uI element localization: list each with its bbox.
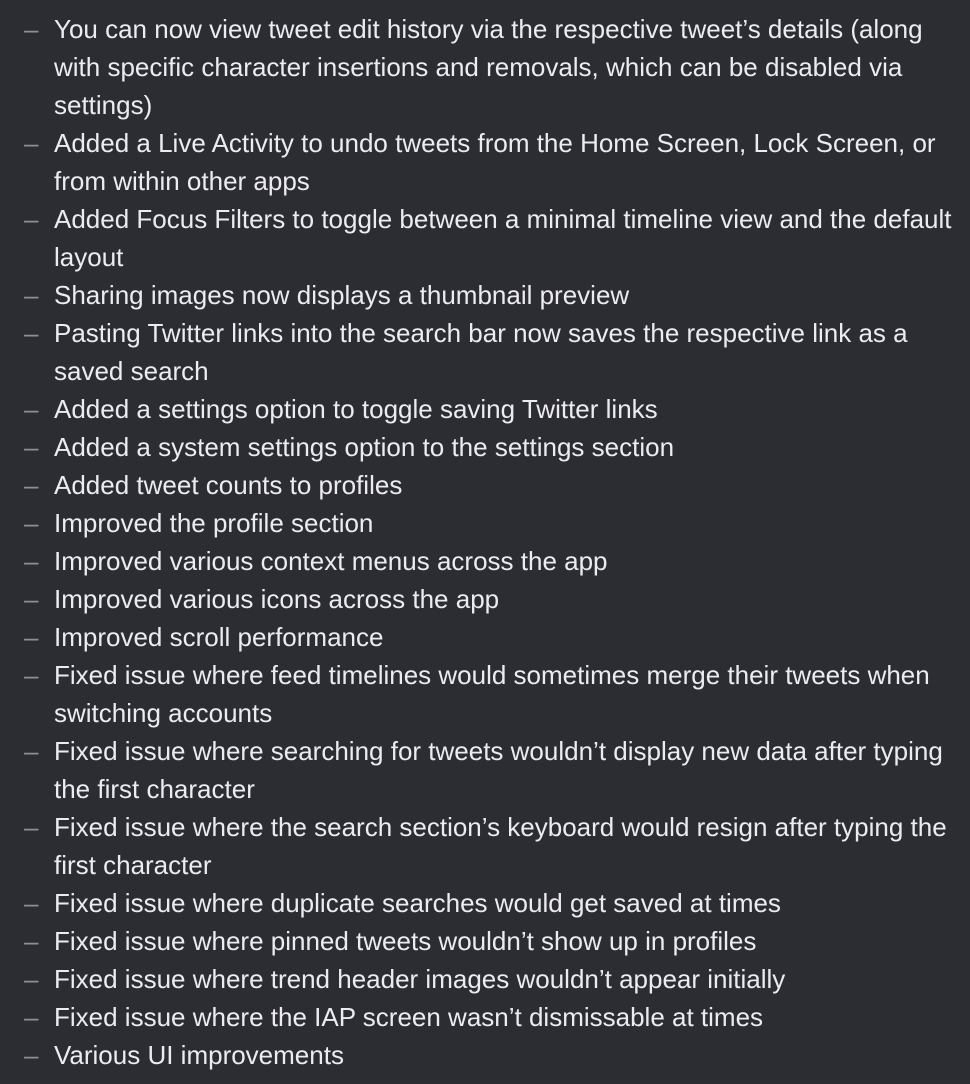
bullet-dash: –	[24, 128, 39, 158]
bullet-dash: –	[24, 432, 39, 462]
list-item-text: You can now view tweet edit history via the respective tweet’s details (along with specific character insertions and removals, which can be disabled via settings)	[54, 14, 923, 120]
list-item-text: Fixed issue where the IAP screen wasn’t dismissable at times	[54, 1002, 764, 1032]
list-item	[0, 200, 970, 276]
list-item	[0, 10, 970, 124]
bullet-dash: –	[24, 204, 39, 234]
changelog-list	[0, 10, 970, 1074]
list-item	[0, 960, 970, 998]
list-item	[0, 618, 970, 656]
list-item-text: Added tweet counts to profiles	[54, 470, 403, 500]
list-item-text: Improved various context menus across the app	[54, 546, 608, 576]
bullet-dash: –	[24, 546, 39, 576]
list-item	[0, 276, 970, 314]
bullet-dash: –	[24, 280, 39, 310]
list-item	[0, 1036, 970, 1074]
list-item-text: Various UI improvements	[54, 1040, 344, 1070]
bullet-dash: –	[24, 812, 39, 842]
list-item-text: Pasting Twitter links into the search bar now saves the respective link as a saved search	[54, 318, 908, 386]
list-item-text: Fixed issue where the search section’s keyboard would resign after typing the first character	[54, 812, 947, 880]
bullet-dash: –	[24, 1040, 39, 1070]
list-item	[0, 542, 970, 580]
list-item-text: Fixed issue where duplicate searches would get saved at times	[54, 888, 781, 918]
list-item	[0, 884, 970, 922]
list-item	[0, 922, 970, 960]
bullet-dash: –	[24, 926, 39, 956]
bullet-dash: –	[24, 1002, 39, 1032]
bullet-dash: –	[24, 584, 39, 614]
list-item	[0, 428, 970, 466]
bullet-dash: –	[24, 888, 39, 918]
list-item	[0, 466, 970, 504]
list-item	[0, 580, 970, 618]
list-item	[0, 390, 970, 428]
list-item	[0, 998, 970, 1036]
list-item-text: Fixed issue where trend header images wouldn’t appear initially	[54, 964, 786, 994]
bullet-dash: –	[24, 508, 39, 538]
list-item	[0, 504, 970, 542]
list-item-text: Added a settings option to toggle saving Twitter links	[54, 394, 658, 424]
list-item	[0, 656, 970, 732]
list-item-text: Fixed issue where searching for tweets wouldn’t display new data after typing the first character	[54, 736, 943, 804]
list-item-text: Added Focus Filters to toggle between a minimal timeline view and the default layout	[54, 204, 952, 272]
bullet-dash: –	[24, 318, 39, 348]
bullet-dash: –	[24, 660, 39, 690]
list-item-text: Fixed issue where feed timelines would sometimes merge their tweets when switching accounts	[54, 660, 930, 728]
list-item-text: Fixed issue where pinned tweets wouldn’t show up in profiles	[54, 926, 757, 956]
list-item	[0, 808, 970, 884]
list-item	[0, 314, 970, 390]
list-item	[0, 124, 970, 200]
list-item	[0, 732, 970, 808]
bullet-dash: –	[24, 622, 39, 652]
bullet-dash: –	[24, 736, 39, 766]
list-item-text: Improved the profile section	[54, 508, 374, 538]
list-item-text: Added a system settings option to the settings section	[54, 432, 675, 462]
list-item-text: Improved various icons across the app	[54, 584, 500, 614]
bullet-dash: –	[24, 470, 39, 500]
list-item-text: Improved scroll performance	[54, 622, 384, 652]
list-item-text: Sharing images now displays a thumbnail preview	[54, 280, 630, 310]
list-item-text: Added a Live Activity to undo tweets from the Home Screen, Lock Screen, or from within other apps	[54, 128, 936, 196]
bullet-dash: –	[24, 394, 39, 424]
bullet-dash: –	[24, 964, 39, 994]
bullet-dash: –	[24, 14, 39, 44]
